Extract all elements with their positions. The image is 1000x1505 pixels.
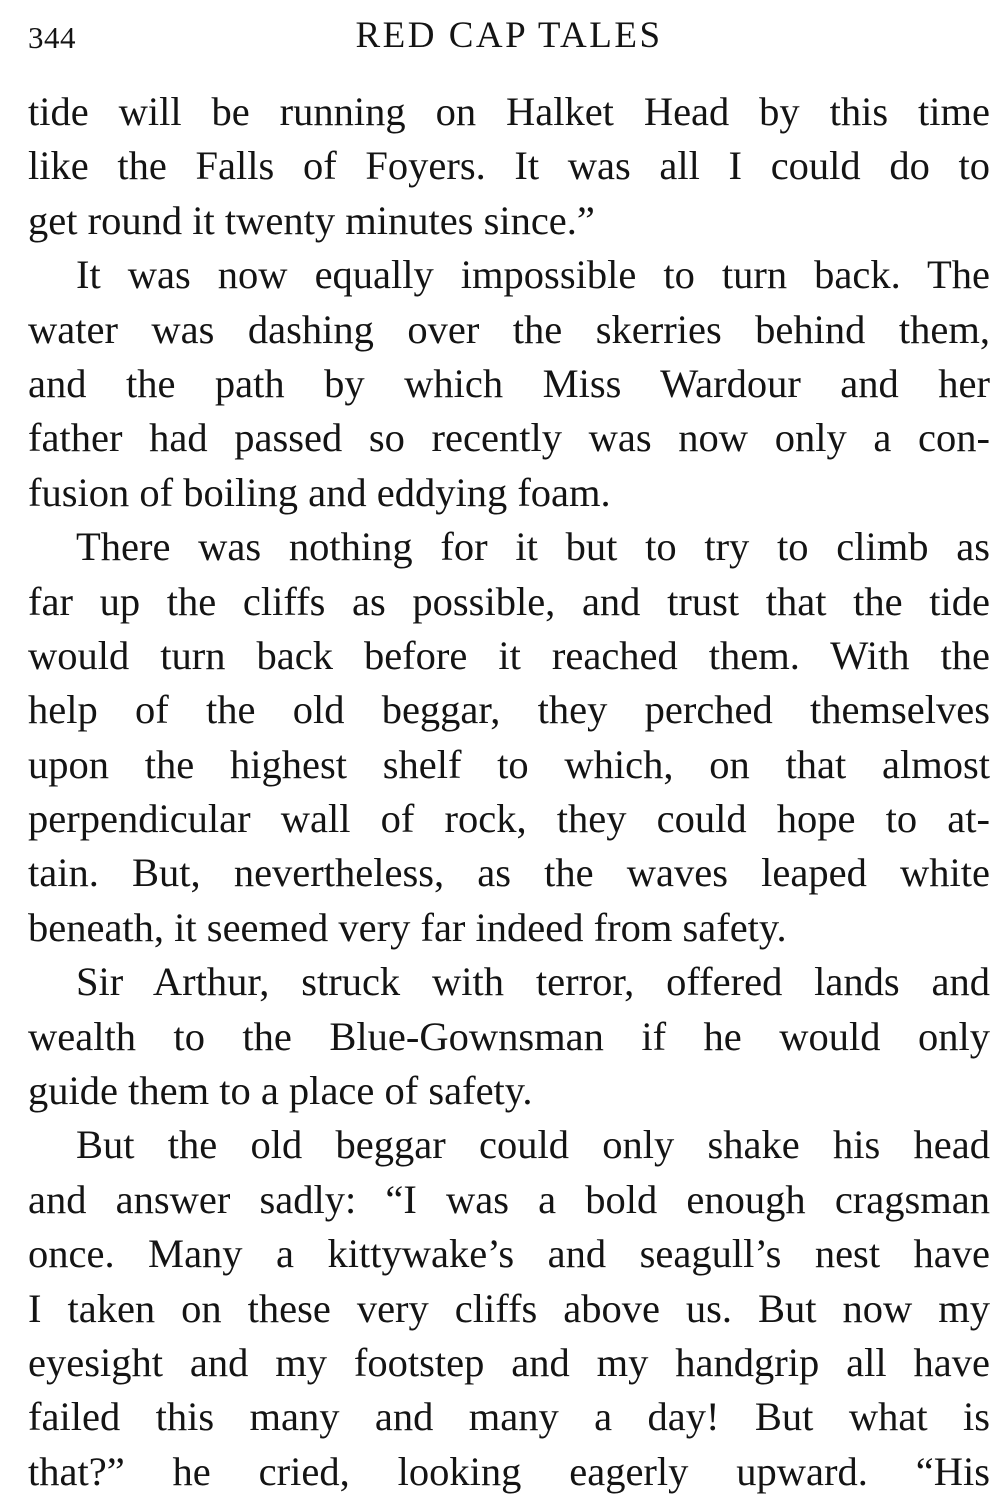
text-line: I taken on these very cliffs above us. But now my [28, 1285, 990, 1331]
text-line: guide them to a place of safety. [28, 1068, 533, 1114]
body-text [28, 85, 990, 1499]
paragraph-first-line: It was now equally impossible to turn back. The [76, 252, 990, 298]
page-header [28, 8, 990, 58]
text-line: failed this many and many a day! But what is [28, 1394, 990, 1440]
page-number: 344 [28, 20, 76, 55]
text-line: and answer sadly: “I was a bold enough cragsman [28, 1176, 990, 1222]
paragraph-first-line: There was nothing for it but to try to climb as [76, 524, 990, 570]
text-line: tide will be running on Halket Head by this time [28, 89, 990, 134]
text-line: help of the old beggar, they perched themselves [28, 687, 990, 733]
text-line: like the Falls of Foyers. It was all I could do to [28, 143, 990, 189]
text-line: father had passed so recently was now only a con- [28, 415, 990, 461]
text-line: get round it twenty minutes since.” [28, 197, 595, 243]
paragraph-first-line: But the old beggar could only shake his head [76, 1122, 990, 1168]
text-line: would turn back before it reached them. With the [28, 632, 990, 678]
text-line: that?” he cried, looking eagerly upward. “His [28, 1448, 990, 1494]
text-line: and the path by which Miss Wardour and her [28, 360, 990, 406]
text-line: beneath, it seemed very far indeed from safety. [28, 904, 787, 950]
paragraph-first-line: Sir Arthur, struck with terror, offered lands and [76, 959, 990, 1005]
text-line: far up the cliffs as possible, and trust that the tide [28, 578, 990, 624]
text-line: once. Many a kittywake’s and seagull’s nest have [28, 1231, 990, 1277]
text-line: upon the highest shelf to which, on that almost [28, 741, 990, 787]
text-line: eyesight and my footstep and my handgrip all have [28, 1339, 990, 1385]
text-line: wealth to the Blue-Gownsman if he would only [28, 1013, 990, 1059]
text-line: water was dashing over the skerries behind them, [28, 306, 990, 352]
text-line: perpendicular wall of rock, they could hope to at- [28, 796, 990, 842]
text-line: tain. But, nevertheless, as the waves leaped white [28, 850, 990, 896]
text-line: fusion of boiling and eddying foam. [28, 469, 611, 515]
running-title: RED CAP TALES [355, 15, 663, 56]
